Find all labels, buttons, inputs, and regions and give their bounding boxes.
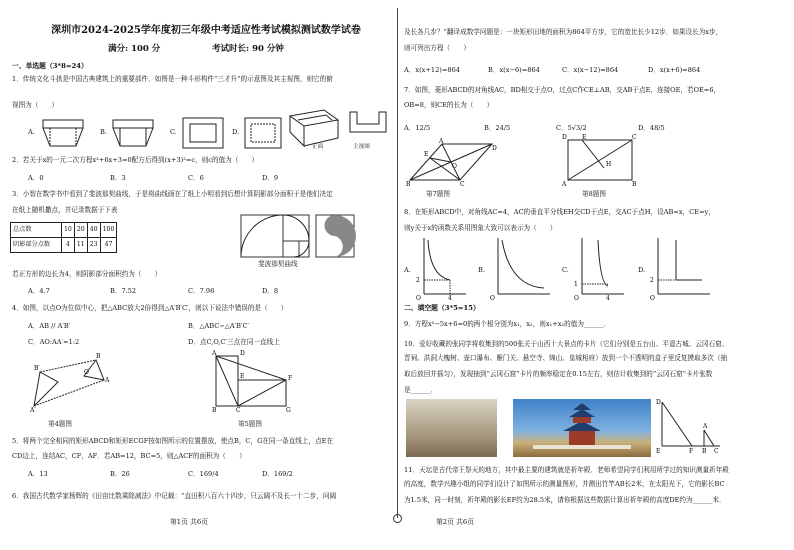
q4-option-c[interactable]: C．AO:AA′=1:2 (28, 338, 80, 346)
fibonacci-figure (240, 214, 356, 258)
svg-text:1: 1 (574, 281, 578, 288)
right-page (402, 0, 794, 550)
q2-option-c[interactable]: C．6 (188, 174, 204, 182)
q1-figure-a (42, 114, 86, 150)
q7-text: 7．如图，菱形ABCD的对角线AC，BD相交于点O，过点C作CE⊥AB，交AB于点E，连接OE，若OE=6， (404, 86, 721, 94)
table-row: 阴影部分点数 4 11 23 47 (11, 238, 117, 253)
q3-data-table (10, 222, 117, 253)
q8-option-c[interactable]: C. (562, 266, 569, 274)
q8-graph-b (488, 236, 552, 300)
q10-text-3: 取后放回并摇匀），发现抽到“云冈石窟”卡片的频率稳定在0.15左右，则估计收集到的“云冈石窟”卡片张数 (404, 370, 713, 378)
q4-option-d[interactable]: D．点C,O,C′三点在同一直线上 (188, 338, 280, 346)
figure-8-caption: 第8题图 (582, 190, 606, 198)
q1-option-c[interactable]: C. (170, 128, 177, 136)
q3-option-c[interactable]: C．7.98 (188, 287, 215, 295)
q3-text-2: 在纸上随机撒点，并记录数据于下表 (12, 206, 118, 214)
figure-7 (406, 140, 496, 186)
q7-option-d[interactable]: D．48/5 (638, 124, 665, 132)
left-page (0, 0, 392, 550)
q3-option-a[interactable]: A．4.7 (28, 287, 50, 295)
svg-text:D: D (562, 134, 567, 141)
svg-text:O: O (490, 295, 495, 302)
q1-option-b[interactable]: B. (100, 128, 107, 136)
svg-text:E: E (240, 373, 245, 380)
q4-option-a[interactable]: A．AB // A′B′ (28, 322, 71, 330)
figure-5-caption: 第5题图 (238, 420, 262, 428)
q6-text: 6．我国古代数学家杨辉的《田亩比数乘除减法》中记载：“直田积八百六十四步，只云阔不及长一十二步，问阔 (12, 492, 337, 500)
q6-option-a[interactable]: A．x(x+12)=864 (404, 66, 460, 74)
center-circle-icon (393, 514, 402, 523)
front-view-label: 主视图 (353, 144, 370, 150)
front-label: 正面 (312, 144, 324, 150)
figure-7-caption: 第7题图 (426, 190, 450, 198)
svg-text:A′: A′ (30, 407, 36, 414)
svg-text:A: A (562, 181, 567, 188)
svg-text:4: 4 (606, 295, 610, 302)
svg-text:E: E (656, 448, 661, 455)
svg-text:C: C (236, 407, 241, 414)
q8-option-a[interactable]: A. (404, 266, 411, 274)
svg-text:2: 2 (416, 277, 420, 284)
q7-option-a[interactable]: A．12/5 (404, 124, 431, 132)
svg-text:A: A (212, 350, 217, 357)
q6-text-cont: 及长各几步？”翻译成数学问题是：一块矩形田地的面积为864平方步，它的宽比长少12步．如果设长为x步， (404, 28, 723, 36)
footer-page-right: 第2页 共6页 (436, 518, 474, 526)
q5-option-b[interactable]: B．26 (110, 470, 130, 478)
q8-graph-d (648, 236, 712, 300)
svg-text:A: A (439, 138, 444, 145)
q1-figure-d (244, 114, 284, 150)
temple-of-heaven-photo (513, 399, 651, 457)
q11-text-3: 为1.5米，同一时刻，祈年殿的影长EF约为28.5米，请你根据这些数据计算出祈年殿的高度DE约为______米． (404, 496, 726, 504)
q1-figure-b (112, 114, 156, 150)
q1-text: 1．传统文化斗拱是中国古典建筑上的重要部件．如图是一种斗形构件“三才升”的示意图及其主视图，则它的俯 (12, 75, 333, 83)
svg-text:4: 4 (448, 295, 452, 302)
q7-option-c[interactable]: C．5√3/2 (556, 124, 587, 132)
svg-text:B: B (702, 448, 707, 455)
figure-11 (656, 396, 736, 454)
q5-option-a[interactable]: A．13 (28, 470, 48, 478)
fibonacci-caption: 斐波那契曲线 (258, 260, 298, 268)
q11-text-2: 的高度，数学兴趣小组的同学们设计了如图所示的测量图形，并测出竹竿AB长2米，在太阳光下，它的影长BC (404, 480, 725, 488)
svg-text:G: G (286, 407, 291, 414)
front-view-figure (348, 110, 388, 142)
svg-text:O: O (574, 295, 579, 302)
svg-text:O: O (416, 295, 421, 302)
figure-4-caption: 第4题图 (48, 420, 72, 428)
figure-5 (200, 350, 294, 412)
q4-text: 4．如图，以点O为位似中心，把△ABC放大2倍得到△A′B′C′，则以下说法中错误的是（ ） (12, 304, 288, 312)
svg-text:B: B (212, 407, 217, 414)
q11-text: 11．天坛是古代帝王祭天的地方，其中最主要的建筑就是祈年殿．老师希望同学们利用所学过的知识测量祈年殿 (404, 466, 729, 474)
figure-4 (30, 352, 110, 414)
svg-text:A: A (105, 377, 110, 384)
q10-text: 10．爱好收藏的张同学将收集到的500张关于山西十大景点的卡片（它们分别是五台山、平遥古城、云冈石窟、 (404, 340, 729, 348)
q3-option-d[interactable]: D．8 (262, 287, 279, 295)
svg-text:C: C (632, 134, 637, 141)
figure-8 (562, 136, 640, 186)
svg-text:O: O (452, 163, 457, 170)
svg-text:B: B (96, 353, 101, 360)
q6-option-c[interactable]: C．x(x−12)=864 (562, 66, 619, 74)
q6-text-cont-2: 则可列出方程（ ） (404, 44, 470, 52)
q8-option-b[interactable]: B. (478, 266, 485, 274)
q10-text-2: 晋祠、洪洞大槐树、壶口瀑布、雁门关、悬空寺、绵山、皇城相府）放到一个不透明的盒子里反复摸取多次（抽 (404, 354, 728, 362)
q1-option-a[interactable]: A. (28, 128, 35, 136)
q6-option-b[interactable]: B．x(x−6)=864 (488, 66, 540, 74)
exam-time: 考试时长: 90 分钟 (212, 44, 284, 54)
q1-option-d[interactable]: D. (232, 128, 240, 136)
q3-option-b[interactable]: B．7.52 (110, 287, 137, 295)
table-row: 总点数 10 20 40 100 (11, 223, 117, 238)
q1-text-cont: 视图为（ ） (12, 101, 59, 109)
q3-text: 3．小智在数学书中看到了斐波那契曲线，于是将曲线画在了纸上小明看到后想计算阴影部分面积于是他们决定 (12, 190, 333, 198)
svg-text:O: O (84, 369, 89, 376)
q4-option-b[interactable]: B．△ABC∽△A′B′C′ (188, 322, 250, 330)
q5-text: 5．将两个完全相同的矩形ABCD和矩形ECGF按如图所示的位置摆放，使点B，C，G在同一条直线上，点E在 (12, 437, 334, 445)
q5-option-d[interactable]: D．169/2 (262, 470, 293, 478)
svg-text:D: D (656, 399, 661, 406)
section-fill-blank: 二、填空题（3*5=15） (404, 304, 480, 312)
svg-text:O: O (650, 295, 655, 302)
svg-text:E: E (424, 151, 429, 158)
svg-text:E: E (582, 134, 587, 141)
q5-option-c[interactable]: C．169/4 (188, 470, 219, 478)
q2-text: 2．若关于x的一元二次方程x²+6x+3=0配方后得到(x+3)²=c，则c的值为（ ） (12, 156, 259, 164)
page-divider (397, 8, 398, 518)
q10-text-4: 是______． (404, 386, 437, 394)
full-score: 满分: 100 分 (108, 44, 161, 54)
svg-text:B: B (632, 181, 637, 188)
svg-text:C: C (714, 448, 719, 455)
svg-text:F: F (689, 448, 694, 455)
q8-option-d[interactable]: D. (638, 266, 646, 274)
footer-page-left: 第1页 共6页 (170, 518, 208, 526)
svg-text:B: B (406, 181, 411, 188)
svg-text:2: 2 (650, 277, 654, 284)
q3-question: 若正方形的边长为4，则阴影部分面积约为（ ） (12, 270, 162, 278)
svg-text:D: D (492, 145, 497, 152)
q1-figure-c (182, 114, 226, 150)
q7-option-b[interactable]: B．24/5 (484, 124, 511, 132)
svg-text:D: D (240, 350, 245, 357)
svg-text:F: F (288, 375, 293, 382)
page-title: 深圳市2024-2025学年度初三年级中考适应性考试模拟测试数学试卷 (51, 25, 361, 36)
svg-text:A: A (703, 423, 708, 430)
yungang-grottoes-photo (406, 399, 497, 457)
q2-option-d[interactable]: D．9 (262, 174, 279, 182)
q2-option-b[interactable]: B．3 (110, 174, 126, 182)
section-single-choice: 一、单选题（3*8=24） (12, 62, 88, 70)
q9-text: 9．方程x²−5x+6=0的两个根分别为x₁，x₂，则x₁+x₂的值为______． (404, 320, 611, 328)
q6-option-d[interactable]: D．x(x+6)=864 (648, 66, 701, 74)
q8-graph-c (572, 236, 626, 300)
svg-text:C: C (460, 181, 465, 188)
q7-text-2: OB=8，则CE的长为（ ） (404, 101, 494, 109)
q8-text-2: 则y关于x的函数关系用图象大致可以表示为（ ） (404, 224, 557, 232)
q8-text: 8．在矩形ABCD中，对角线AC=4，AC的垂直平分线EH交CD于点E，交AC于点H，设AB=x，CE=y， (404, 208, 715, 216)
svg-text:H: H (606, 161, 612, 168)
svg-text:B′: B′ (34, 365, 40, 372)
q8-graph-a (414, 236, 468, 300)
q5-text-2: CD边上，连结AC，CF，AF．若AB=12，BC=5，则△ACF的面积为（ ） (12, 452, 246, 460)
q2-option-a[interactable]: A．0 (28, 174, 44, 182)
